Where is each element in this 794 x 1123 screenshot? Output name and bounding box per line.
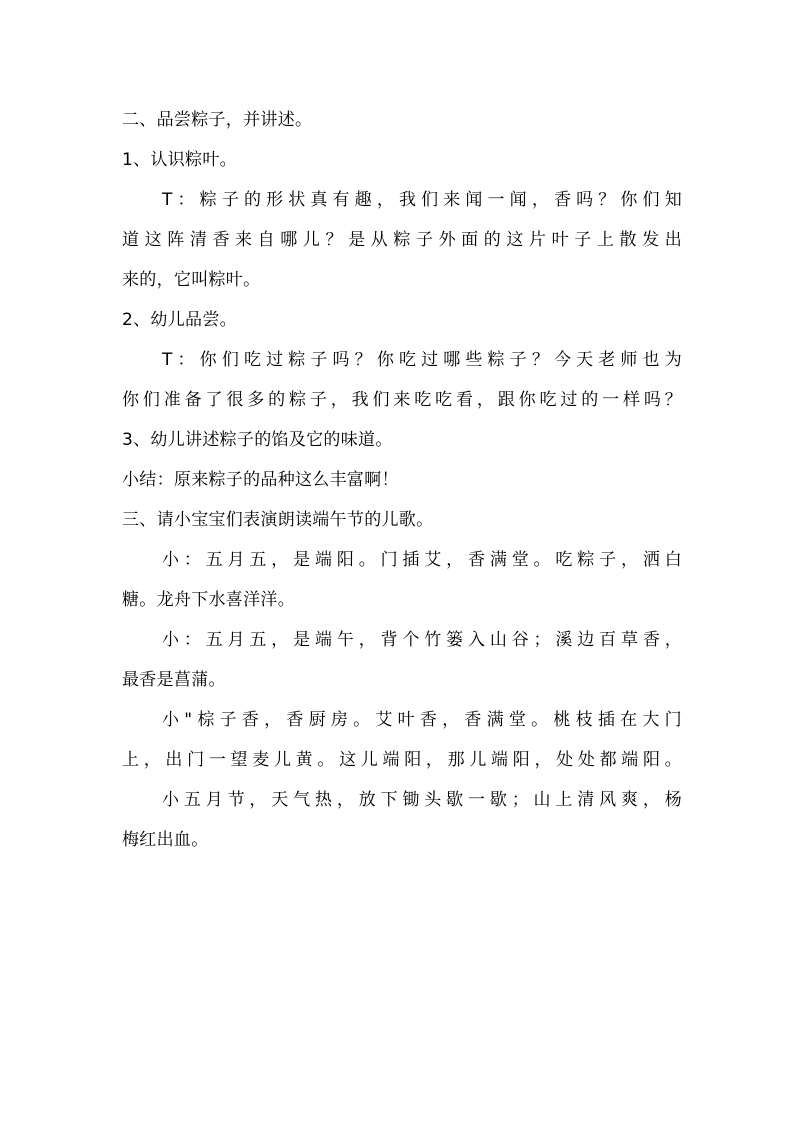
subheading-3: 3、幼儿讲述粽子的馅及它的味道。	[122, 430, 393, 450]
poem-line: 小五月节，天气热，放下锄头歇一歇；山上清风爽，杨	[162, 790, 682, 810]
poem-line: 最香是菖蒲。	[122, 670, 226, 690]
paragraph-line: 道这阵清香来自哪儿？是从粽子外面的这片叶子上散发出	[122, 230, 682, 250]
subheading-1: 1、认识粽叶。	[122, 150, 237, 170]
poem-line: 梅红出血。	[122, 830, 209, 850]
document-body	[122, 100, 682, 860]
summary-line: 小结：原来粽子的品种这么丰富啊！	[122, 470, 399, 490]
section-heading-2: 二、品尝粽子，并讲述。	[122, 110, 313, 130]
poem-line: 上，出门一望麦儿黄。这儿端阳，那儿端阳，处处都端阳。	[122, 750, 682, 770]
paragraph-line: T：粽子的形状真有趣，我们来闻一闻，香吗？你们知	[162, 190, 682, 210]
poem-line: 小：五月五，是端阳。门插艾，香满堂。吃粽子，洒白	[162, 550, 682, 570]
poem-line: 小"棕子香，香厨房。艾叶香，香满堂。桃枝插在大门	[162, 710, 682, 730]
section-heading-3: 三、请小宝宝们表演朗读端午节的儿歌。	[122, 510, 434, 530]
poem-line: 糖。龙舟下水喜洋洋。	[122, 590, 295, 610]
paragraph-line: 你们准备了很多的粽子，我们来吃吃看，跟你吃过的一样吗？	[122, 390, 682, 410]
subheading-2: 2、幼儿品尝。	[122, 310, 237, 330]
paragraph-line: 来的，它叫粽叶。	[122, 270, 261, 290]
paragraph-line: T：你们吃过粽子吗？你吃过哪些粽子？今天老师也为	[162, 350, 682, 370]
poem-line: 小：五月五，是端午，背个竹篓入山谷；溪边百草香，	[162, 630, 682, 650]
